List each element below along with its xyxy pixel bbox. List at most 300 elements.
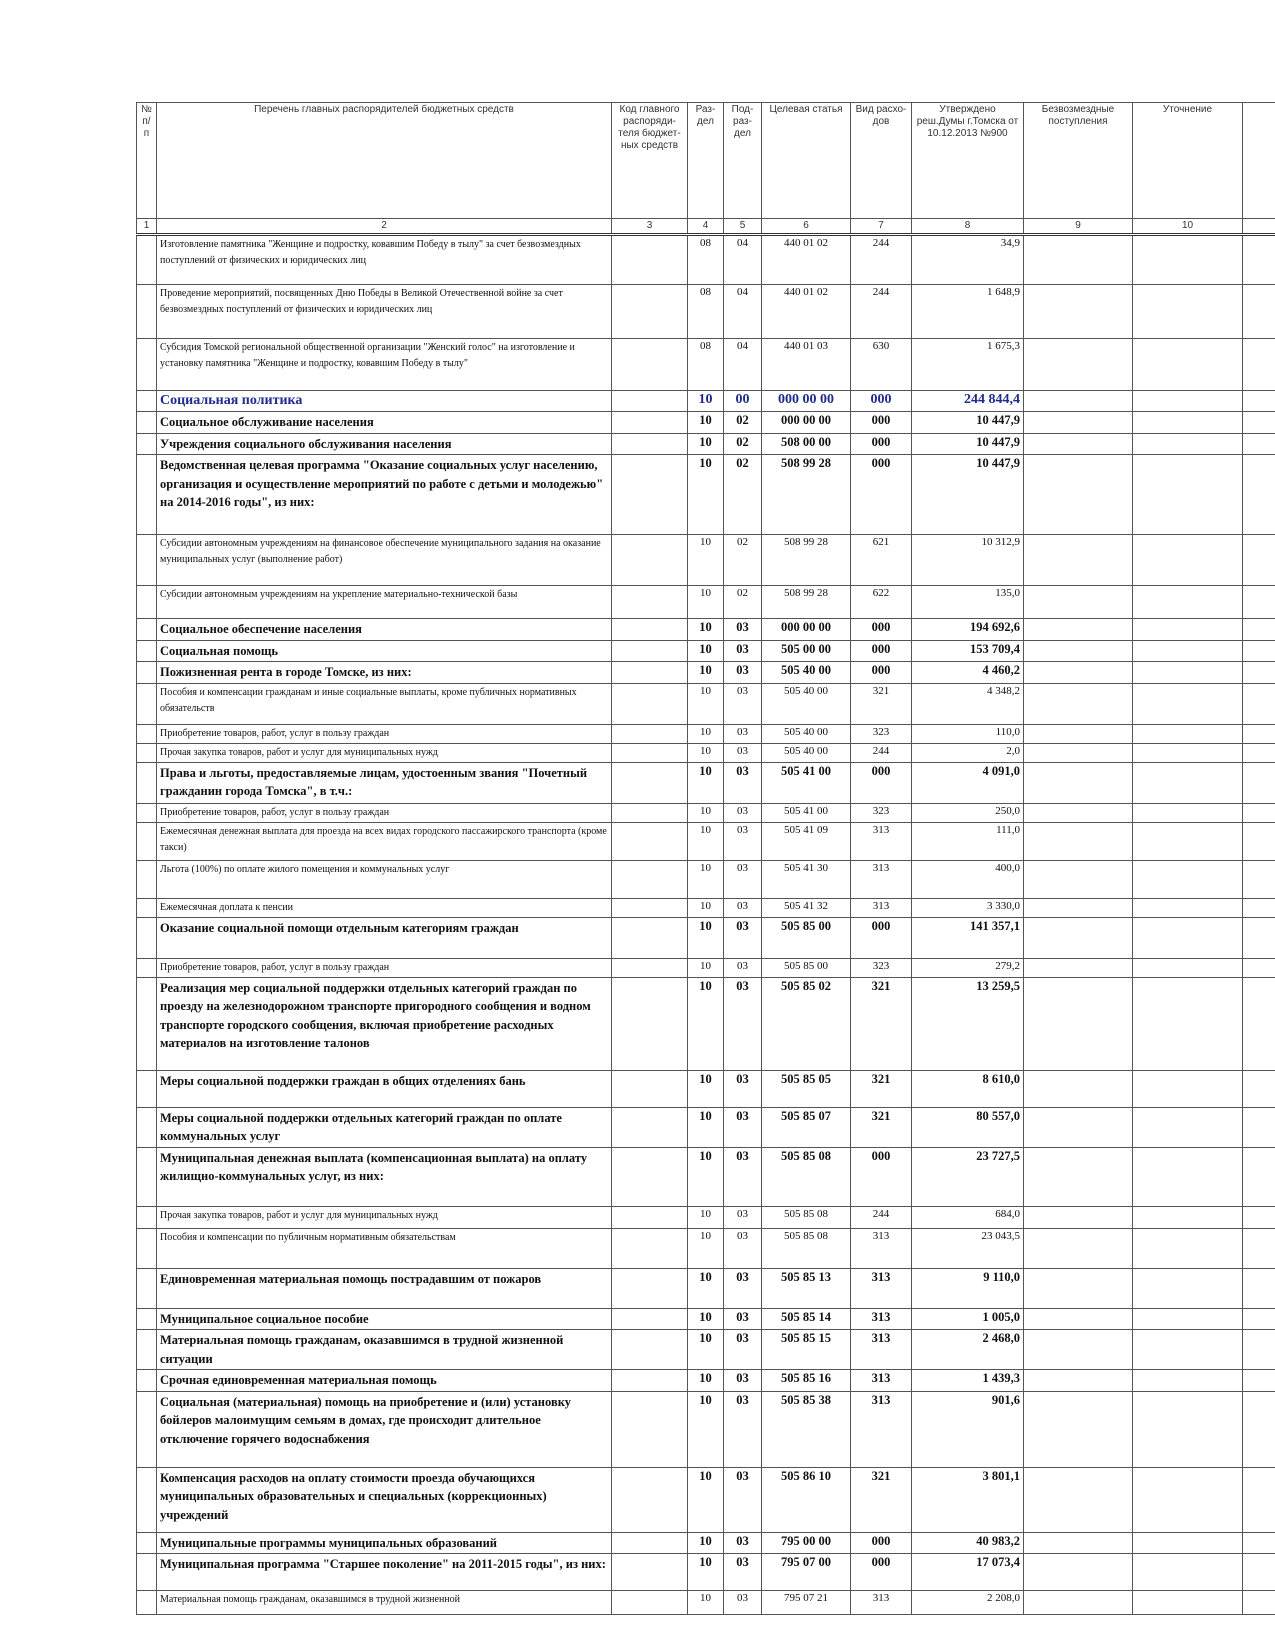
row-number-cell — [137, 391, 157, 412]
row-approved-amount-cell: 4 460,2 — [912, 662, 1024, 684]
row-expense-type-cell: 000 — [851, 762, 912, 803]
row-extra-cell — [1243, 1532, 1275, 1554]
row-target-article-cell: 505 85 08 — [762, 1147, 851, 1206]
row-admin-code-cell — [612, 640, 688, 662]
row-expense-type-cell: 321 — [851, 1070, 912, 1107]
table-row — [137, 586, 1275, 619]
row-podrazdel-cell: 00 — [724, 391, 762, 412]
row-name-cell: Приобретение товаров, работ, услуг в пользу граждан — [157, 803, 612, 822]
row-podrazdel-cell: 03 — [724, 958, 762, 977]
row-clarification-cell — [1133, 1228, 1243, 1268]
row-extra-cell — [1243, 683, 1275, 724]
row-target-article-cell: 505 86 10 — [762, 1467, 851, 1532]
row-grants-cell — [1024, 1228, 1133, 1268]
row-number-cell — [137, 1370, 157, 1392]
row-clarification-cell — [1133, 977, 1243, 1070]
row-podrazdel-cell: 03 — [724, 640, 762, 662]
row-extra-cell — [1243, 1147, 1275, 1206]
row-razdel-cell: 08 — [688, 285, 724, 339]
row-extra-cell — [1243, 640, 1275, 662]
row-admin-code-cell — [612, 586, 688, 619]
header-grants: Безвозмездные поступления — [1024, 103, 1133, 219]
row-razdel-cell: 10 — [688, 619, 724, 641]
col-number: 8 — [912, 219, 1024, 235]
row-grants-cell — [1024, 1268, 1133, 1308]
row-clarification-cell — [1133, 1391, 1243, 1467]
row-extra-cell — [1243, 1330, 1275, 1370]
row-target-article-cell: 508 00 00 — [762, 433, 851, 455]
row-expense-type-cell: 323 — [851, 724, 912, 743]
row-podrazdel-cell: 03 — [724, 1308, 762, 1330]
row-clarification-cell — [1133, 235, 1243, 285]
table-row — [137, 1330, 1275, 1370]
table-row — [137, 412, 1275, 434]
table-row — [137, 917, 1275, 958]
header-podrazdel: Под-раз-дел — [724, 103, 762, 219]
row-grants-cell — [1024, 1330, 1133, 1370]
header-name: Перечень главных распорядителей бюджетных средств — [157, 103, 612, 219]
row-number-cell — [137, 1268, 157, 1308]
row-extra-cell — [1243, 1070, 1275, 1107]
row-approved-amount-cell: 13 259,5 — [912, 977, 1024, 1070]
row-extra-cell — [1243, 412, 1275, 434]
row-approved-amount-cell: 1 648,9 — [912, 285, 1024, 339]
row-razdel-cell: 10 — [688, 662, 724, 684]
row-expense-type-cell: 000 — [851, 619, 912, 641]
row-razdel-cell: 10 — [688, 586, 724, 619]
row-extra-cell — [1243, 724, 1275, 743]
col-number: 5 — [724, 219, 762, 235]
row-razdel-cell: 10 — [688, 1370, 724, 1392]
row-number-cell — [137, 1147, 157, 1206]
row-approved-amount-cell: 10 447,9 — [912, 412, 1024, 434]
row-target-article-cell: 505 85 08 — [762, 1206, 851, 1228]
row-grants-cell — [1024, 535, 1133, 586]
row-admin-code-cell — [612, 619, 688, 641]
row-podrazdel-cell: 03 — [724, 683, 762, 724]
row-name-cell: Социальная (материальная) помощь на приобретение и (или) установку бойлеров малоимущим семьям в домах, где происходит длительное отключение горячего водоснабжения — [157, 1391, 612, 1467]
row-razdel-cell: 10 — [688, 412, 724, 434]
row-podrazdel-cell: 03 — [724, 1268, 762, 1308]
row-admin-code-cell — [612, 762, 688, 803]
row-admin-code-cell — [612, 683, 688, 724]
row-clarification-cell — [1133, 898, 1243, 917]
row-razdel-cell: 08 — [688, 339, 724, 391]
row-target-article-cell: 440 01 02 — [762, 235, 851, 285]
row-approved-amount-cell: 80 557,0 — [912, 1107, 1024, 1147]
row-expense-type-cell: 321 — [851, 1107, 912, 1147]
row-extra-cell — [1243, 285, 1275, 339]
row-name-cell: Муниципальные программы муниципальных образований — [157, 1532, 612, 1554]
row-approved-amount-cell: 135,0 — [912, 586, 1024, 619]
col-number: 2 — [157, 219, 612, 235]
row-extra-cell — [1243, 822, 1275, 860]
row-approved-amount-cell: 17 073,4 — [912, 1554, 1024, 1591]
row-grants-cell — [1024, 1147, 1133, 1206]
row-grants-cell — [1024, 1391, 1133, 1467]
row-name-cell: Прочая закупка товаров, работ и услуг для муниципальных нужд — [157, 1206, 612, 1228]
table-row — [137, 743, 1275, 762]
row-razdel-cell: 10 — [688, 977, 724, 1070]
row-podrazdel-cell: 03 — [724, 1070, 762, 1107]
row-grants-cell — [1024, 917, 1133, 958]
row-podrazdel-cell: 03 — [724, 1391, 762, 1467]
row-grants-cell — [1024, 683, 1133, 724]
row-admin-code-cell — [612, 1206, 688, 1228]
col-number: 4 — [688, 219, 724, 235]
row-extra-cell — [1243, 339, 1275, 391]
row-expense-type-cell: 244 — [851, 1206, 912, 1228]
row-razdel-cell: 10 — [688, 803, 724, 822]
row-expense-type-cell: 313 — [851, 860, 912, 898]
row-razdel-cell: 10 — [688, 898, 724, 917]
row-expense-type-cell: 621 — [851, 535, 912, 586]
row-admin-code-cell — [612, 391, 688, 412]
row-target-article-cell: 505 40 00 — [762, 743, 851, 762]
row-clarification-cell — [1133, 1147, 1243, 1206]
row-razdel-cell: 10 — [688, 640, 724, 662]
row-expense-type-cell: 321 — [851, 683, 912, 724]
row-expense-type-cell: 313 — [851, 1370, 912, 1392]
row-name-cell: Права и льготы, предоставляемые лицам, удостоенным звания "Почетный гражданин города Томска", в т.ч.: — [157, 762, 612, 803]
row-expense-type-cell: 313 — [851, 1268, 912, 1308]
row-extra-cell — [1243, 860, 1275, 898]
row-clarification-cell — [1133, 640, 1243, 662]
row-podrazdel-cell: 03 — [724, 1206, 762, 1228]
row-grants-cell — [1024, 977, 1133, 1070]
row-name-cell: Реализация мер социальной поддержки отдельных категорий граждан по проезду на железнодорожном транспорте пригородного сообщения и водном транспорте городского сообщения, включая приобретение расходных материалов на изготовление талонов — [157, 977, 612, 1070]
row-name-cell: Компенсация расходов на оплату стоимости проезда обучающихся муниципальных образовательных и специальных (коррекционных) учреждений — [157, 1467, 612, 1532]
row-expense-type-cell: 000 — [851, 412, 912, 434]
row-target-article-cell: 505 85 07 — [762, 1107, 851, 1147]
row-approved-amount-cell: 23 043,5 — [912, 1228, 1024, 1268]
row-number-cell — [137, 412, 157, 434]
row-target-article-cell: 505 41 00 — [762, 803, 851, 822]
header-extra — [1243, 103, 1275, 219]
row-name-cell: Приобретение товаров, работ, услуг в пользу граждан — [157, 724, 612, 743]
row-number-cell — [137, 619, 157, 641]
row-extra-cell — [1243, 1206, 1275, 1228]
row-name-cell: Льгота (100%) по оплате жилого помещения и коммунальных услуг — [157, 860, 612, 898]
row-extra-cell — [1243, 1107, 1275, 1147]
row-extra-cell — [1243, 1268, 1275, 1308]
row-clarification-cell — [1133, 1467, 1243, 1532]
row-expense-type-cell: 244 — [851, 285, 912, 339]
row-target-article-cell: 508 99 28 — [762, 586, 851, 619]
row-extra-cell — [1243, 743, 1275, 762]
row-target-article-cell: 440 01 02 — [762, 285, 851, 339]
row-clarification-cell — [1133, 1107, 1243, 1147]
row-extra-cell — [1243, 898, 1275, 917]
row-admin-code-cell — [612, 1370, 688, 1392]
row-name-cell: Материальная помощь гражданам, оказавшимся в трудной жизненной ситуации — [157, 1330, 612, 1370]
row-approved-amount-cell: 4 091,0 — [912, 762, 1024, 803]
header-admin-code: Код главного распоряди-теля бюджет-ных средств — [612, 103, 688, 219]
row-clarification-cell — [1133, 1370, 1243, 1392]
row-target-article-cell: 795 00 00 — [762, 1532, 851, 1554]
row-number-cell — [137, 683, 157, 724]
row-target-article-cell: 505 85 00 — [762, 917, 851, 958]
row-name-cell: Пособия и компенсации гражданам и иные социальные выплаты, кроме публичных нормативных обязательств — [157, 683, 612, 724]
row-extra-cell — [1243, 1391, 1275, 1467]
row-approved-amount-cell: 9 110,0 — [912, 1268, 1024, 1308]
row-podrazdel-cell: 04 — [724, 235, 762, 285]
table-row — [137, 1206, 1275, 1228]
row-podrazdel-cell: 03 — [724, 743, 762, 762]
row-expense-type-cell: 321 — [851, 977, 912, 1070]
row-grants-cell — [1024, 1370, 1133, 1392]
row-clarification-cell — [1133, 1591, 1243, 1615]
row-razdel-cell: 10 — [688, 1268, 724, 1308]
row-approved-amount-cell: 3 801,1 — [912, 1467, 1024, 1532]
table-row — [137, 803, 1275, 822]
row-name-cell: Социальная политика — [157, 391, 612, 412]
row-clarification-cell — [1133, 433, 1243, 455]
row-clarification-cell — [1133, 1532, 1243, 1554]
row-name-cell: Социальное обеспечение населения — [157, 619, 612, 641]
row-target-article-cell: 505 85 15 — [762, 1330, 851, 1370]
row-number-cell — [137, 662, 157, 684]
row-podrazdel-cell: 03 — [724, 762, 762, 803]
row-clarification-cell — [1133, 822, 1243, 860]
row-clarification-cell — [1133, 958, 1243, 977]
row-razdel-cell: 10 — [688, 1228, 724, 1268]
row-number-cell — [137, 1206, 157, 1228]
row-name-cell: Учреждения социального обслуживания населения — [157, 433, 612, 455]
row-podrazdel-cell: 02 — [724, 433, 762, 455]
row-expense-type-cell: 313 — [851, 898, 912, 917]
row-admin-code-cell — [612, 1070, 688, 1107]
row-clarification-cell — [1133, 1308, 1243, 1330]
row-name-cell: Меры социальной поддержки отдельных категорий граждан по оплате коммунальных услуг — [157, 1107, 612, 1147]
row-target-article-cell: 505 85 02 — [762, 977, 851, 1070]
row-podrazdel-cell: 03 — [724, 803, 762, 822]
table-row — [137, 1147, 1275, 1206]
row-clarification-cell — [1133, 586, 1243, 619]
row-clarification-cell — [1133, 1206, 1243, 1228]
table-row — [137, 1228, 1275, 1268]
row-admin-code-cell — [612, 1147, 688, 1206]
row-grants-cell — [1024, 1070, 1133, 1107]
table-body — [137, 235, 1275, 1615]
row-approved-amount-cell: 1 675,3 — [912, 339, 1024, 391]
row-number-cell — [137, 917, 157, 958]
row-number-cell — [137, 1532, 157, 1554]
row-podrazdel-cell: 03 — [724, 1554, 762, 1591]
row-clarification-cell — [1133, 860, 1243, 898]
row-name-cell: Меры социальной поддержки граждан в общих отделениях бань — [157, 1070, 612, 1107]
row-expense-type-cell: 313 — [851, 1330, 912, 1370]
row-grants-cell — [1024, 1554, 1133, 1591]
row-clarification-cell — [1133, 339, 1243, 391]
row-podrazdel-cell: 03 — [724, 1228, 762, 1268]
row-expense-type-cell: 000 — [851, 1554, 912, 1591]
row-number-cell — [137, 1591, 157, 1615]
row-grants-cell — [1024, 724, 1133, 743]
row-target-article-cell: 505 85 08 — [762, 1228, 851, 1268]
row-approved-amount-cell: 194 692,6 — [912, 619, 1024, 641]
row-clarification-cell — [1133, 535, 1243, 586]
row-clarification-cell — [1133, 1070, 1243, 1107]
row-razdel-cell: 10 — [688, 743, 724, 762]
row-clarification-cell — [1133, 455, 1243, 535]
row-expense-type-cell: 000 — [851, 1532, 912, 1554]
table-row — [137, 762, 1275, 803]
table-row — [137, 1268, 1275, 1308]
row-extra-cell — [1243, 762, 1275, 803]
row-podrazdel-cell: 03 — [724, 822, 762, 860]
row-target-article-cell: 505 85 16 — [762, 1370, 851, 1392]
col-number: 9 — [1024, 219, 1133, 235]
header-approved: Утверждено реш.Думы г.Томска от 10.12.2013 №900 — [912, 103, 1024, 219]
row-approved-amount-cell: 2,0 — [912, 743, 1024, 762]
row-name-cell: Муниципальная денежная выплата (компенсационная выплата) на оплату жилищно-коммунальных услуг, из них: — [157, 1147, 612, 1206]
row-name-cell: Материальная помощь гражданам, оказавшимся в трудной жизненной — [157, 1591, 612, 1615]
row-admin-code-cell — [612, 898, 688, 917]
row-target-article-cell: 505 85 13 — [762, 1268, 851, 1308]
row-clarification-cell — [1133, 1330, 1243, 1370]
row-razdel-cell: 10 — [688, 917, 724, 958]
row-clarification-cell — [1133, 803, 1243, 822]
row-target-article-cell: 505 00 00 — [762, 640, 851, 662]
table-row — [137, 433, 1275, 455]
row-target-article-cell: 505 85 00 — [762, 958, 851, 977]
row-extra-cell — [1243, 235, 1275, 285]
row-podrazdel-cell: 03 — [724, 662, 762, 684]
row-number-cell — [137, 339, 157, 391]
row-name-cell: Муниципальное социальное пособие — [157, 1308, 612, 1330]
col-number: 10 — [1133, 219, 1243, 235]
header-target-article: Целевая статья — [762, 103, 851, 219]
header-number: № п/п — [137, 103, 157, 219]
row-extra-cell — [1243, 535, 1275, 586]
row-razdel-cell: 10 — [688, 1591, 724, 1615]
row-clarification-cell — [1133, 619, 1243, 641]
row-expense-type-cell: 313 — [851, 1591, 912, 1615]
row-clarification-cell — [1133, 1268, 1243, 1308]
row-number-cell — [137, 762, 157, 803]
table-row — [137, 1591, 1275, 1615]
row-target-article-cell: 505 40 00 — [762, 662, 851, 684]
row-name-cell: Пособия и компенсации по публичным нормативным обязательствам — [157, 1228, 612, 1268]
row-target-article-cell: 505 41 32 — [762, 898, 851, 917]
row-podrazdel-cell: 02 — [724, 535, 762, 586]
row-admin-code-cell — [612, 433, 688, 455]
row-target-article-cell: 505 41 09 — [762, 822, 851, 860]
row-name-cell: Проведение мероприятий, посвященных Дню Победы в Великой Отечественной войне за счет безвозмездных поступлений от физических и юридических лиц — [157, 285, 612, 339]
table-row — [137, 339, 1275, 391]
row-grants-cell — [1024, 235, 1133, 285]
table-row — [137, 1467, 1275, 1532]
row-extra-cell — [1243, 958, 1275, 977]
row-approved-amount-cell: 10 312,9 — [912, 535, 1024, 586]
header-razdel: Раз-дел — [688, 103, 724, 219]
row-expense-type-cell: 313 — [851, 1391, 912, 1467]
row-podrazdel-cell: 02 — [724, 586, 762, 619]
row-number-cell — [137, 535, 157, 586]
row-grants-cell — [1024, 898, 1133, 917]
row-admin-code-cell — [612, 822, 688, 860]
row-extra-cell — [1243, 1228, 1275, 1268]
row-name-cell: Муниципальная программа "Старшее поколение" на 2011-2015 годы", из них: — [157, 1554, 612, 1591]
row-number-cell — [137, 803, 157, 822]
budget-table — [136, 102, 1275, 1615]
row-grants-cell — [1024, 339, 1133, 391]
row-approved-amount-cell: 34,9 — [912, 235, 1024, 285]
row-podrazdel-cell: 03 — [724, 1591, 762, 1615]
row-grants-cell — [1024, 1591, 1133, 1615]
row-number-cell — [137, 640, 157, 662]
row-extra-cell — [1243, 1591, 1275, 1615]
row-clarification-cell — [1133, 391, 1243, 412]
row-expense-type-cell: 622 — [851, 586, 912, 619]
row-razdel-cell: 10 — [688, 860, 724, 898]
row-podrazdel-cell: 03 — [724, 1370, 762, 1392]
row-approved-amount-cell: 4 348,2 — [912, 683, 1024, 724]
row-name-cell: Приобретение товаров, работ, услуг в пользу граждан — [157, 958, 612, 977]
row-podrazdel-cell: 03 — [724, 898, 762, 917]
row-approved-amount-cell: 111,0 — [912, 822, 1024, 860]
row-approved-amount-cell: 23 727,5 — [912, 1147, 1024, 1206]
row-podrazdel-cell: 03 — [724, 1107, 762, 1147]
row-number-cell — [137, 1467, 157, 1532]
row-grants-cell — [1024, 619, 1133, 641]
row-admin-code-cell — [612, 1308, 688, 1330]
row-number-cell — [137, 1107, 157, 1147]
row-razdel-cell: 10 — [688, 455, 724, 535]
header-clarification: Уточнение — [1133, 103, 1243, 219]
row-number-cell — [137, 455, 157, 535]
row-grants-cell — [1024, 1206, 1133, 1228]
row-extra-cell — [1243, 917, 1275, 958]
row-expense-type-cell: 630 — [851, 339, 912, 391]
row-razdel-cell: 10 — [688, 762, 724, 803]
row-target-article-cell: 000 00 00 — [762, 391, 851, 412]
row-admin-code-cell — [612, 1591, 688, 1615]
row-expense-type-cell: 000 — [851, 640, 912, 662]
row-razdel-cell: 10 — [688, 1554, 724, 1591]
row-name-cell: Пожизненная рента в городе Томске, из них: — [157, 662, 612, 684]
row-extra-cell — [1243, 977, 1275, 1070]
table-row — [137, 235, 1275, 285]
row-expense-type-cell: 313 — [851, 1308, 912, 1330]
table-row — [137, 391, 1275, 412]
row-grants-cell — [1024, 822, 1133, 860]
row-clarification-cell — [1133, 662, 1243, 684]
row-grants-cell — [1024, 455, 1133, 535]
table-row — [137, 1070, 1275, 1107]
row-name-cell: Ежемесячная доплата к пенсии — [157, 898, 612, 917]
row-target-article-cell: 795 07 21 — [762, 1591, 851, 1615]
row-podrazdel-cell: 03 — [724, 1532, 762, 1554]
row-admin-code-cell — [612, 535, 688, 586]
row-grants-cell — [1024, 391, 1133, 412]
row-target-article-cell: 505 85 38 — [762, 1391, 851, 1467]
row-number-cell — [137, 1554, 157, 1591]
table-row — [137, 640, 1275, 662]
row-razdel-cell: 10 — [688, 724, 724, 743]
row-admin-code-cell — [612, 1467, 688, 1532]
table-row — [137, 535, 1275, 586]
row-name-cell: Срочная единовременная материальная помощь — [157, 1370, 612, 1392]
row-target-article-cell: 000 00 00 — [762, 412, 851, 434]
row-number-cell — [137, 724, 157, 743]
row-name-cell: Единовременная материальная помощь пострадавшим от пожаров — [157, 1268, 612, 1308]
row-razdel-cell: 10 — [688, 1206, 724, 1228]
table-row — [137, 822, 1275, 860]
row-podrazdel-cell: 03 — [724, 860, 762, 898]
row-admin-code-cell — [612, 917, 688, 958]
